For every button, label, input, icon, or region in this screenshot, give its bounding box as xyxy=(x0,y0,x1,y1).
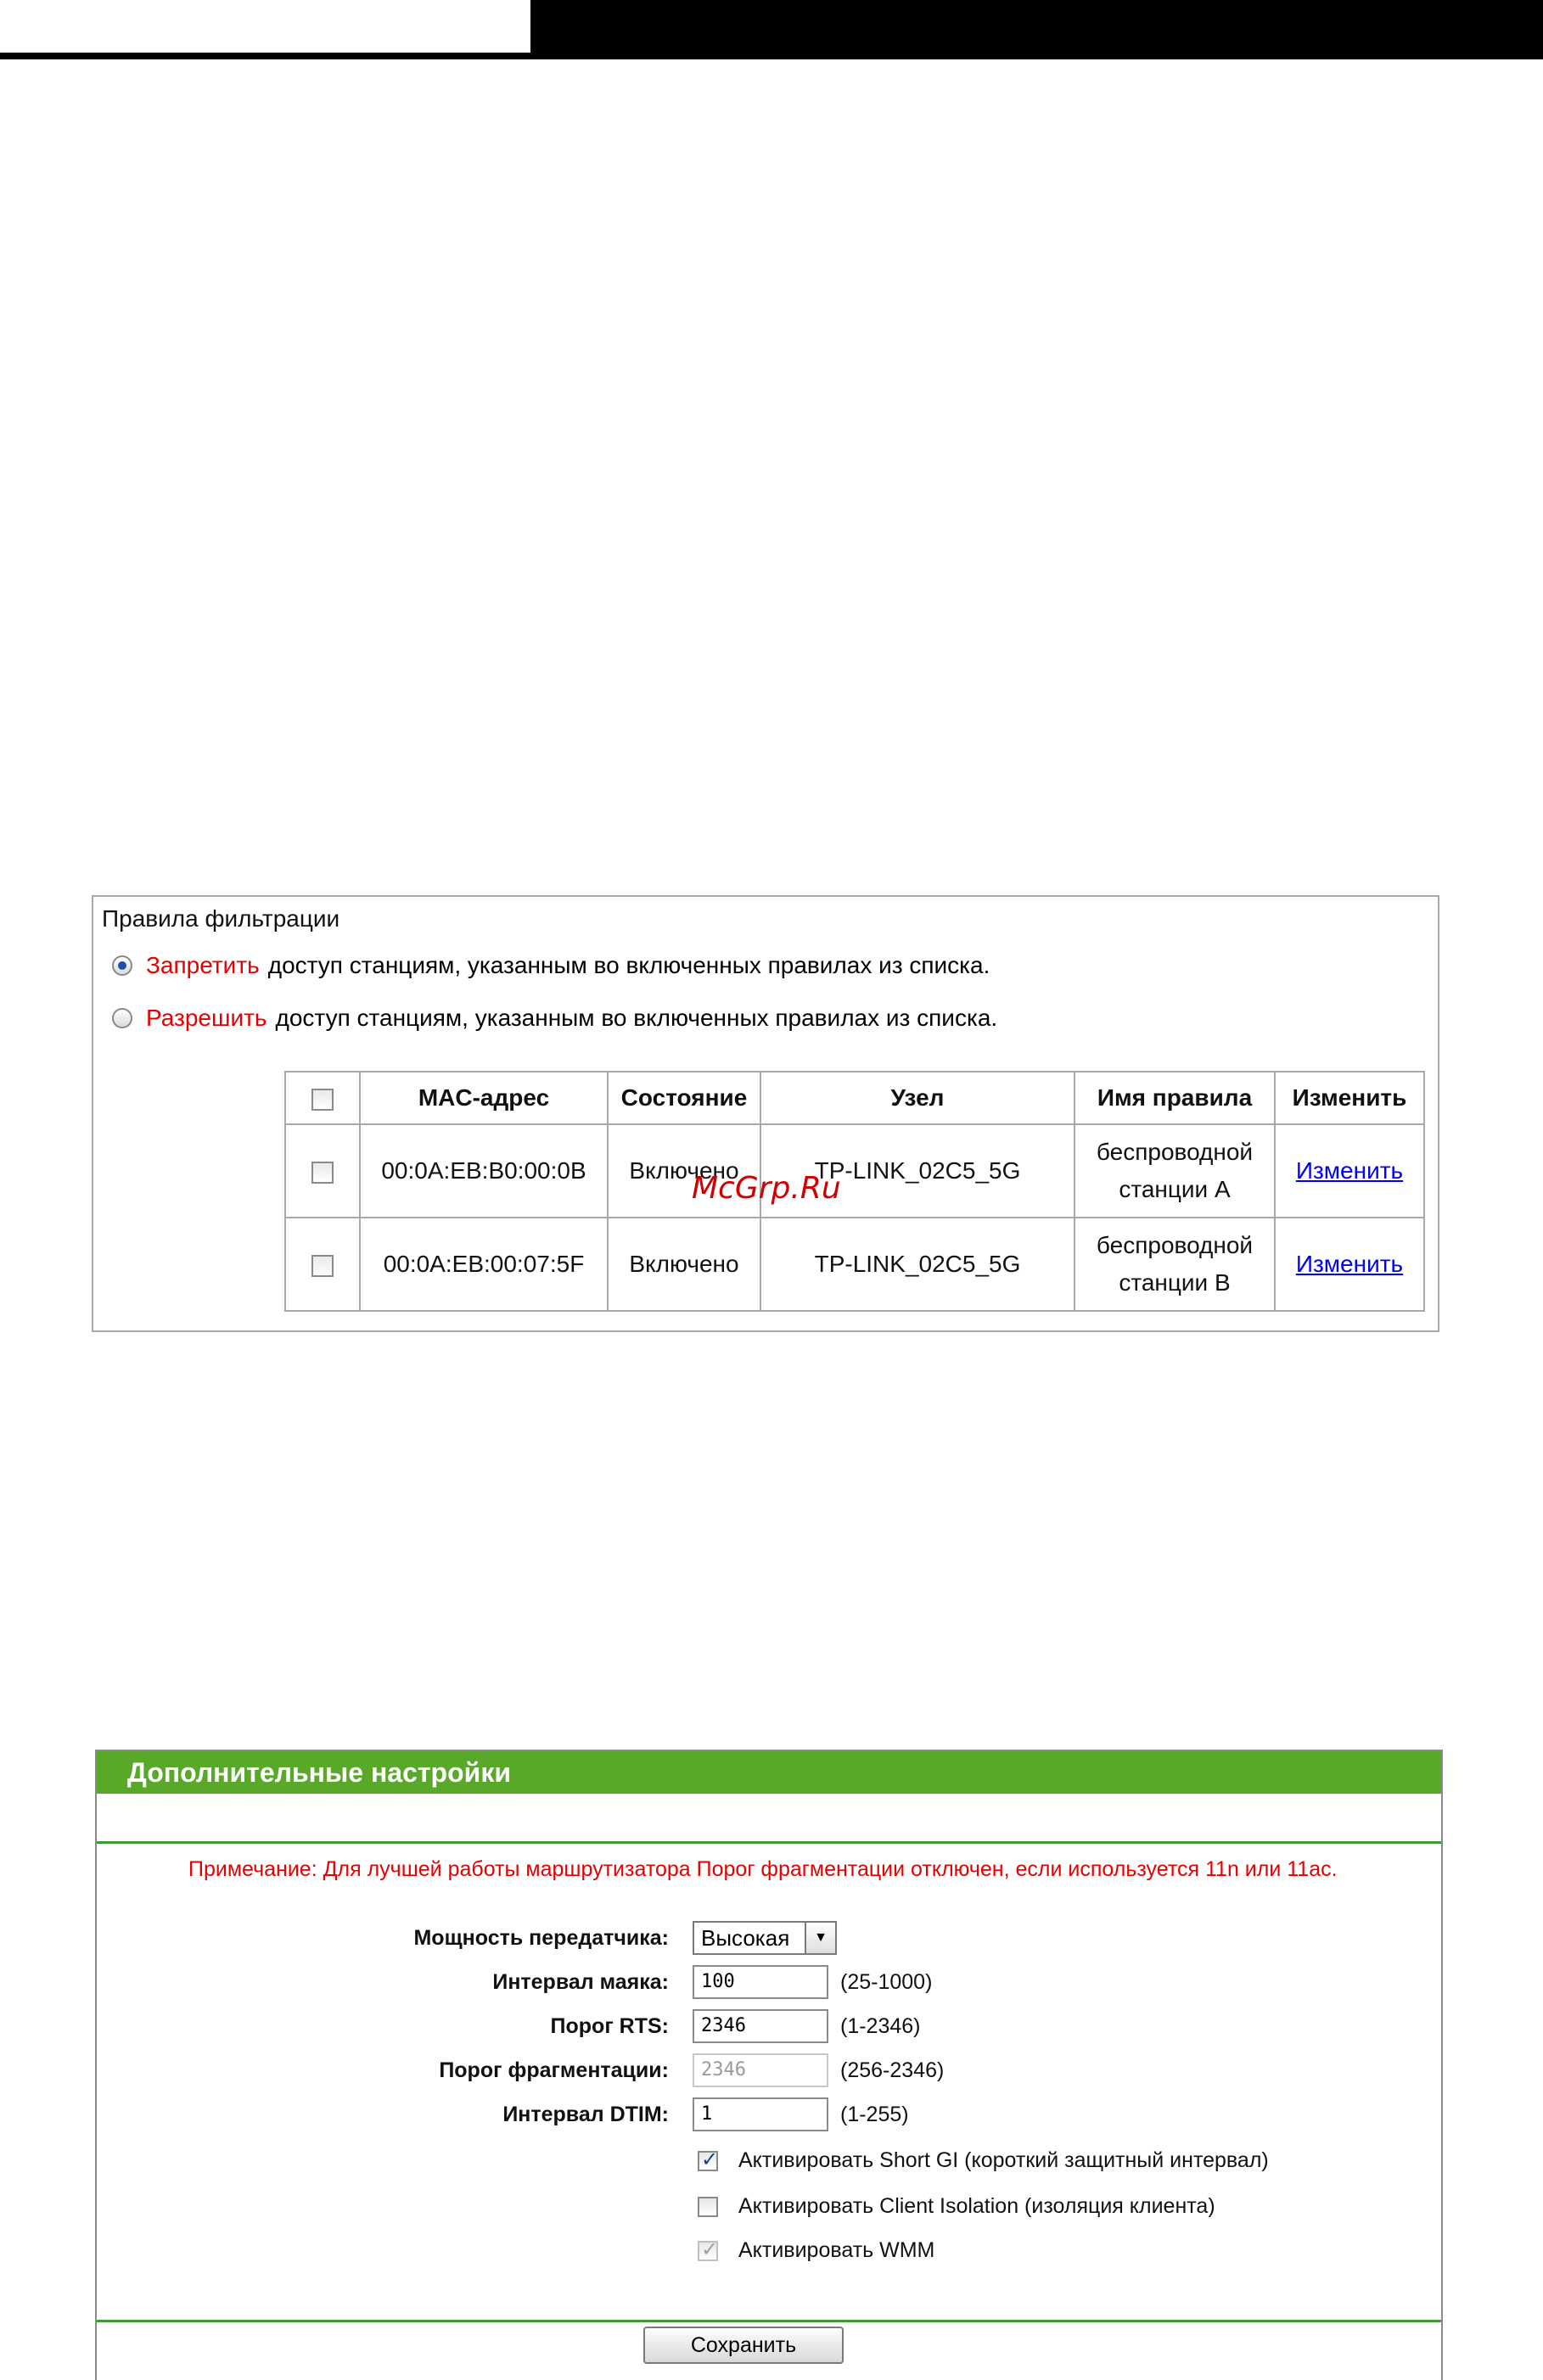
radio-deny-row[interactable] xyxy=(112,952,990,979)
advanced-settings-title: Дополнительные настройки xyxy=(97,1751,1441,1794)
rule-name-line2: станции A xyxy=(1119,1176,1231,1202)
fragmentation-threshold-label: Порог фрагментации: xyxy=(439,2058,669,2082)
column-state: Состояние xyxy=(608,1072,760,1124)
short-gi-row[interactable] xyxy=(698,2148,1269,2173)
filter-rules-title: Правила фильтрации xyxy=(102,905,340,932)
row-checkbox[interactable] xyxy=(311,1255,334,1277)
rule-name-cell xyxy=(1074,1218,1275,1311)
column-edit: Изменить xyxy=(1275,1072,1424,1124)
table-row xyxy=(285,1218,1424,1311)
tx-power-value: Высокая xyxy=(701,1925,790,1951)
filter-rules-panel xyxy=(92,895,1439,1332)
table-row xyxy=(285,1124,1424,1218)
beacon-interval-label: Интервал маяка: xyxy=(492,1970,669,1994)
chevron-down-icon[interactable]: ▼ xyxy=(805,1923,835,1953)
edit-cell xyxy=(1275,1124,1424,1218)
tx-power-select[interactable] xyxy=(693,1921,837,1955)
client-isolation-label: Активировать Client Isolation (изоляция клиента) xyxy=(738,2194,1215,2218)
radio-deny-keyword: Запретить xyxy=(146,952,260,978)
rule-name-line2: станции B xyxy=(1119,1269,1231,1296)
advanced-settings-panel xyxy=(95,1750,1443,2380)
radio-deny-text: доступ станциям, указанным во включенных правилах из списка. xyxy=(267,952,990,978)
wmm-checkbox xyxy=(698,2241,718,2261)
rule-name-line1: беспроводной xyxy=(1096,1139,1254,1165)
watermark: McGrp.Ru xyxy=(692,1171,841,1206)
table-header-row xyxy=(285,1072,1424,1124)
row-checkbox-cell xyxy=(285,1124,360,1218)
mac-cell: 00:0A:EB:B0:00:0B xyxy=(360,1124,608,1218)
column-mac: MAC-адрес xyxy=(360,1072,608,1124)
row-checkbox-cell xyxy=(285,1218,360,1311)
tx-power-label: Мощность передатчика: xyxy=(413,1926,669,1950)
divider xyxy=(97,1841,1441,1844)
divider xyxy=(97,2320,1441,2322)
select-all-checkbox[interactable] xyxy=(311,1089,334,1111)
rts-threshold-range: (1-2346) xyxy=(840,2014,921,2038)
mac-filter-table xyxy=(284,1071,1425,1312)
mac-cell: 00:0A:EB:00:07:5F xyxy=(360,1218,608,1311)
save-button[interactable]: Сохранить xyxy=(643,2327,844,2364)
radio-allow-text: доступ станциям, указанным во включенных правилах из списка. xyxy=(275,1005,998,1031)
wmm-label: Активировать WMM xyxy=(738,2238,935,2262)
edit-cell xyxy=(1275,1218,1424,1311)
radio-allow[interactable] xyxy=(112,1008,132,1028)
edit-link[interactable]: Изменить xyxy=(1295,1251,1404,1277)
state-cell: Включено xyxy=(608,1124,760,1218)
dtim-interval-input[interactable]: 1 xyxy=(693,2097,828,2131)
rule-name-line1: беспроводной xyxy=(1096,1232,1254,1258)
fragmentation-threshold-range: (256-2346) xyxy=(840,2058,945,2082)
rts-threshold-label: Порог RTS: xyxy=(550,2014,669,2038)
short-gi-label: Активировать Short GI (короткий защитный интервал) xyxy=(738,2148,1269,2172)
row-checkbox[interactable] xyxy=(311,1162,334,1184)
state-cell: Включено xyxy=(608,1218,760,1311)
node-cell: TP-LINK_02C5_5G xyxy=(760,1218,1074,1311)
rts-threshold-input[interactable]: 2346 xyxy=(693,2009,828,2043)
radio-allow-keyword: Разрешить xyxy=(146,1005,267,1031)
select-all-cell xyxy=(285,1072,360,1124)
radio-deny[interactable] xyxy=(112,955,132,976)
fragmentation-threshold-input: 2346 xyxy=(693,2053,828,2087)
edit-link[interactable]: Изменить xyxy=(1295,1157,1404,1184)
column-rule-name: Имя правила xyxy=(1074,1072,1275,1124)
beacon-interval-input[interactable]: 100 xyxy=(693,1965,828,1999)
beacon-interval-range: (25-1000) xyxy=(840,1970,933,1994)
dtim-interval-range: (1-255) xyxy=(840,2103,909,2126)
client-isolation-checkbox[interactable] xyxy=(698,2197,718,2217)
radio-allow-row[interactable] xyxy=(112,1005,997,1032)
fragmentation-note: Примечание: Для лучшей работы маршрутизатора Порог фрагментации отключен, если используется 11n или 11ac. xyxy=(188,1857,1338,1881)
client-isolation-row[interactable] xyxy=(698,2194,1215,2219)
wmm-row xyxy=(698,2238,934,2263)
rule-name-cell xyxy=(1074,1124,1275,1218)
dtim-interval-label: Интервал DTIM: xyxy=(502,2103,669,2126)
short-gi-checkbox[interactable] xyxy=(698,2151,718,2171)
column-node: Узел xyxy=(760,1072,1074,1124)
page-header-bar xyxy=(0,0,1543,59)
node-cell: TP-LINK_02C5_5G xyxy=(760,1124,1074,1218)
